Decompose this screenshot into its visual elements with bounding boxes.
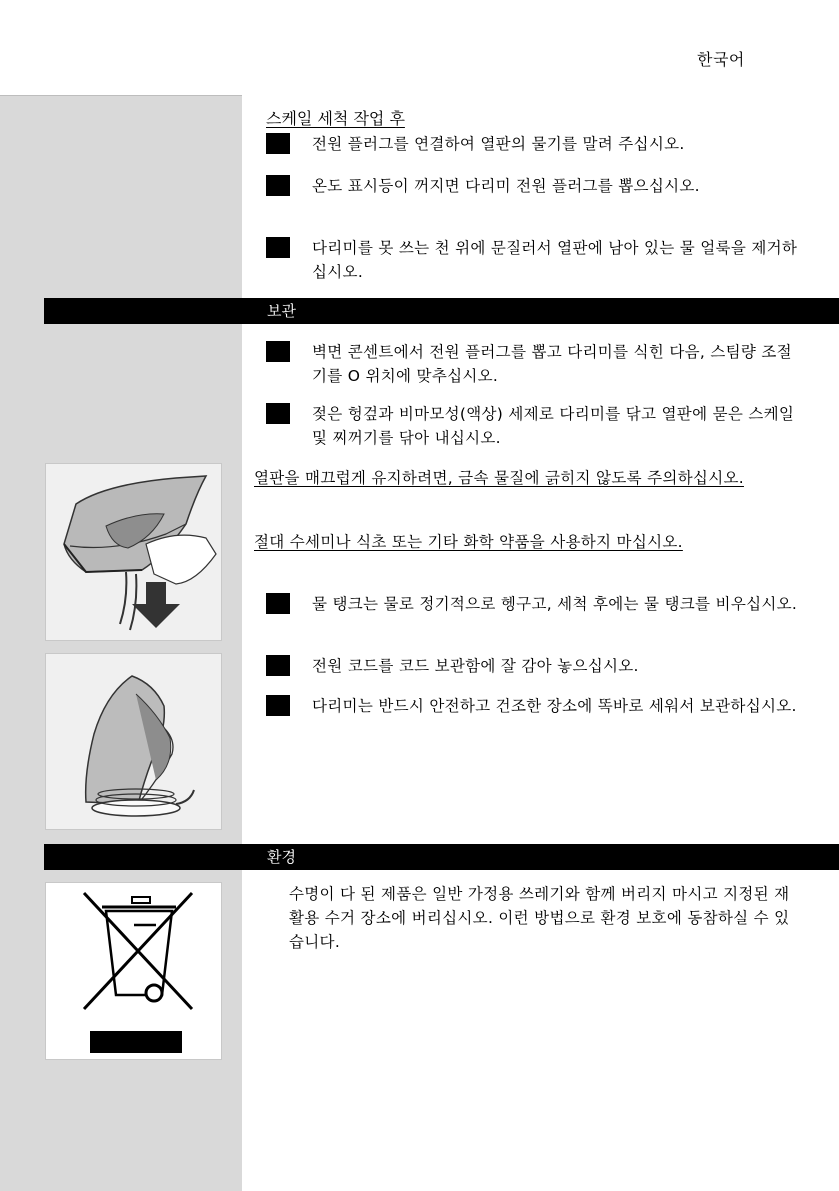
- storage-warning-2: 절대 수세미나 식초 또는 기타 화학 약품을 사용하지 마십시오.: [254, 533, 683, 551]
- step-text: 온도 표시등이 꺼지면 다리미 전원 플러그를 뽑으십시오.: [312, 177, 700, 195]
- step-text: 벽면 콘센트에서 전원 플러그를 뽑고 다리미를 식힌 다음, 스팀량 조절기를 O 위치에 맞추십시오.: [312, 343, 792, 385]
- step-text: 전원 코드를 코드 보관함에 잘 감아 놓으십시오.: [312, 657, 639, 675]
- step-text: 젖은 헝겊과 비마모성(액상) 세제로 다리미를 닦고 열판에 묻은 스케일 및 찌꺼기를 닦아 내십시오.: [312, 405, 795, 447]
- step-marker: [266, 133, 290, 154]
- scale-section-title: 스케일 세척 작업 후: [266, 109, 405, 128]
- step-text: 다리미는 반드시 안전하고 건조한 장소에 똑바로 세워서 보관하십시오.: [312, 697, 797, 715]
- language-label: 한국어: [697, 50, 745, 69]
- step-text: 다리미를 못 쓰는 천 위에 문질러서 열판에 남아 있는 물 얼룩을 제거하십시오.: [312, 239, 798, 281]
- step-text: 물 탱크는 물로 정기적으로 헹구고, 세척 후에는 물 탱크를 비우십시오.: [312, 595, 798, 613]
- crossed-bin-icon: [45, 882, 222, 1060]
- header-divider: [0, 95, 242, 96]
- step-marker: [266, 237, 290, 258]
- step-marker: [266, 655, 290, 676]
- iron-unplug-illustration: [45, 463, 222, 641]
- step-marker: [266, 175, 290, 196]
- environment-section-band: [44, 844, 839, 870]
- environment-text: 수명이 다 된 제품은 일반 가정용 쓰레기와 함께 버리지 마시고 지정된 재활용 수거 장소에 버리십시오. 이런 방법으로 환경 보호에 동참하실 수 있습니다.: [289, 885, 790, 951]
- step-text: 전원 플러그를 연결하여 열판의 물기를 말려 주십시오.: [312, 135, 685, 153]
- storage-section-band: [44, 298, 839, 324]
- step-marker: [266, 593, 290, 614]
- environment-section-title: 환경: [267, 848, 296, 866]
- storage-section-title: 보관: [267, 302, 296, 320]
- step-marker: [266, 341, 290, 362]
- iron-upright-storage-illustration: [45, 653, 222, 830]
- step-marker: [266, 695, 290, 716]
- storage-warning-1: 열판을 매끄럽게 유지하려면, 금속 물질에 긁히지 않도록 주의하십시오.: [254, 469, 744, 487]
- step-marker: [266, 403, 290, 424]
